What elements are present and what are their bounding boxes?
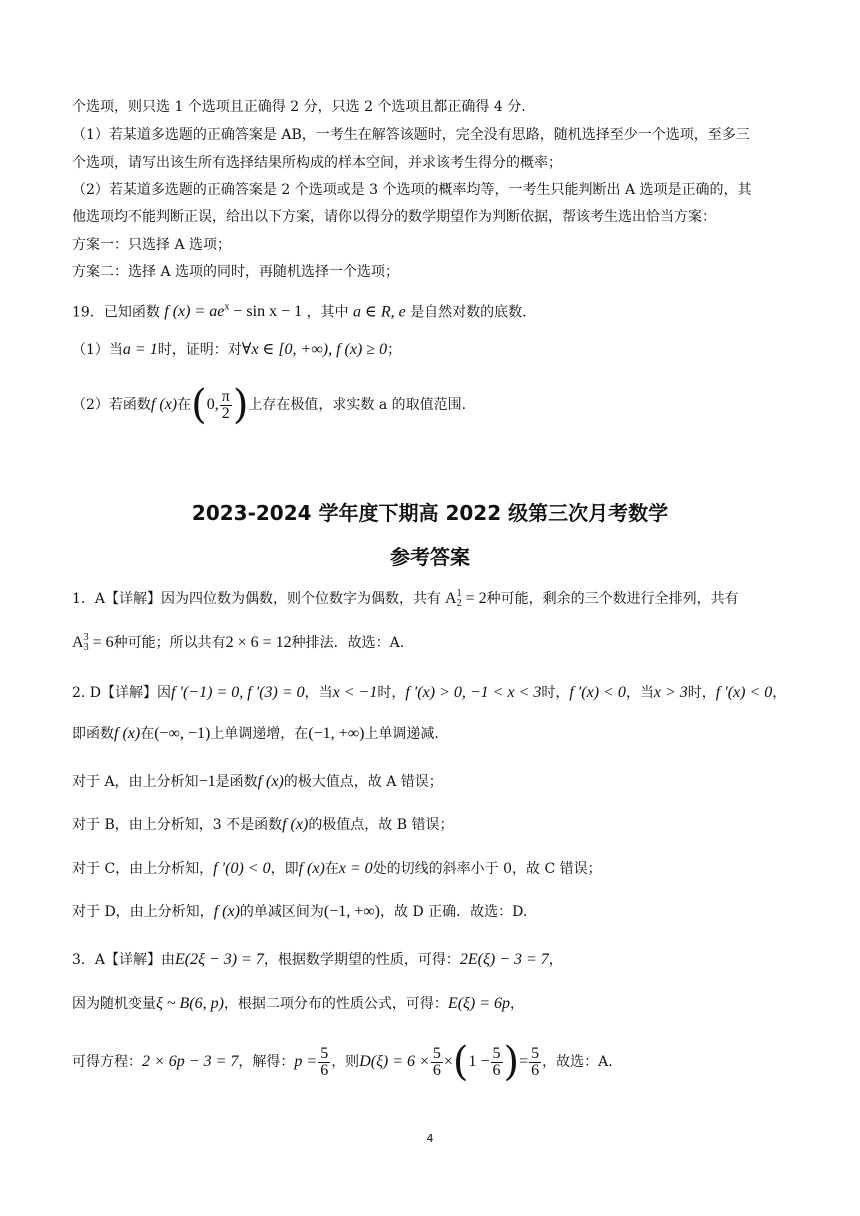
q19-function: f $(x) = ae^x - \sin x - 1$ bbox=[164, 302, 303, 321]
q18-line-1: 个选项，则只选 1 个选项且正确得 2 分，只选 2 个选项且都正确得 4 分. bbox=[72, 99, 526, 115]
answer-2-line-1: 2. D【详解】因f ′(−1) = 0, f ′(3) = 0，当x < −1时，f ′(x) > 0, −1 < x < 3时，f ′(x) < 0，当x > 3时，f ′(x) < 0， bbox=[72, 684, 787, 701]
q19-text-g: 是自然对数的底数. bbox=[410, 304, 527, 321]
answer-3-line-2: 因为随机变量ξ ~ B(6, p)，根据二项分布的性质公式，可得：E(ξ) = 6p， bbox=[72, 995, 525, 1012]
answer-3-line-1: 3．A【详解】由E(2ξ − 3) = 7，根据数学期望的性质，可得：2E(ξ) − 3 = 7， bbox=[72, 951, 563, 968]
q19-text-a: 19．已知函数 bbox=[72, 304, 160, 321]
q18-line-5: 他选项均不能判断正误，给出以下方案，请你以得分的数学期望作为判断依据，帮该考生选出恰当方案： bbox=[72, 209, 716, 225]
answer-2-option-d: 对于 D，由上分析知，f (x)的单减区间为(−1, +∞)，故 D 正确．故选：D. bbox=[72, 903, 528, 920]
answer-1-line-1: 1．A【详解】因为四位数为偶数，则个位数字为偶数，共有 A 1 2 = 2种可能，剩余的三个数进行全排列，共有 bbox=[72, 588, 739, 610]
q18-line-2: （1）若某道多选题的正确答案是 AB，一考生在解答该题时，完全没有思路，随机选择至少一个选项，至多三 bbox=[72, 127, 750, 143]
q19-condition: a ∈ R, e bbox=[353, 303, 406, 321]
answer-2-option-b: 对于 B，由上分析知，3 不是函数f (x)的极值点，故 B 错误； bbox=[72, 816, 454, 833]
q18-line-6: 方案一：只选择 A 选项； bbox=[72, 237, 232, 253]
answer-2-line-2: 即函数f (x)在(−∞, −1)上单调递增，在(−1, +∞)上单调递减. bbox=[72, 725, 439, 742]
answer-2-option-a: 对于 A，由上分析知−1是函数f (x)的极大值点，故 A 错误； bbox=[72, 773, 443, 790]
q18-line-3: 个选项，请写出该生所有选择结果所构成的样本空间，并求该考生得分的概率； bbox=[72, 155, 562, 171]
answer-2-option-c: 对于 C，由上分析知，f ′(0) < 0，即f (x)在x = 0处的切线的斜率小于 0，故 C 错误； bbox=[72, 860, 602, 877]
answer-subtitle: 参考答案 bbox=[390, 545, 470, 569]
page-title: 2023-2024 学年度下期高 2022 级第三次月考数学 bbox=[191, 501, 669, 525]
q19-part-1: （1）当a = 1时，证明：对∀x ∈ [0, +∞), f (x) ≥ 0； bbox=[72, 341, 402, 358]
q18-line-4: （2）若某道多选题的正确答案是 2 个选项或是 3 个选项的概率均等，一考生只能判断出 A 选项是正确的，其 bbox=[72, 182, 752, 198]
pi-over-2-fraction: $\frac{\pi}{2}$ bbox=[221, 387, 230, 422]
q19-text-e: ，其中 bbox=[306, 304, 349, 321]
answer-3-line-3: 可得方程：2 × 6p − 3 = 7，解得：p = $\frac{5}{6}$ ，则D(ξ) = 6 × $\frac{5}{6}$ ×(1 − $\frac{5}{6}$ )= $\frac{5}{6}$ ，故选：A. bbox=[72, 1039, 613, 1085]
answer-1-line-2: A 3 3 = 6种可能；所以共有2 × 6 = 12种排法．故选：A. bbox=[72, 632, 405, 654]
q19-part-2: （2）若函数f (x)在(0, $\frac{\pi}{2}$ )上存在极值，求实数 a 的取值范围. bbox=[72, 382, 467, 428]
page-number: 4 bbox=[426, 1132, 434, 1145]
q19-stem bbox=[72, 298, 527, 322]
q18-line-7: 方案二：选择 A 选项的同时，再随机选择一个选项； bbox=[72, 264, 400, 280]
